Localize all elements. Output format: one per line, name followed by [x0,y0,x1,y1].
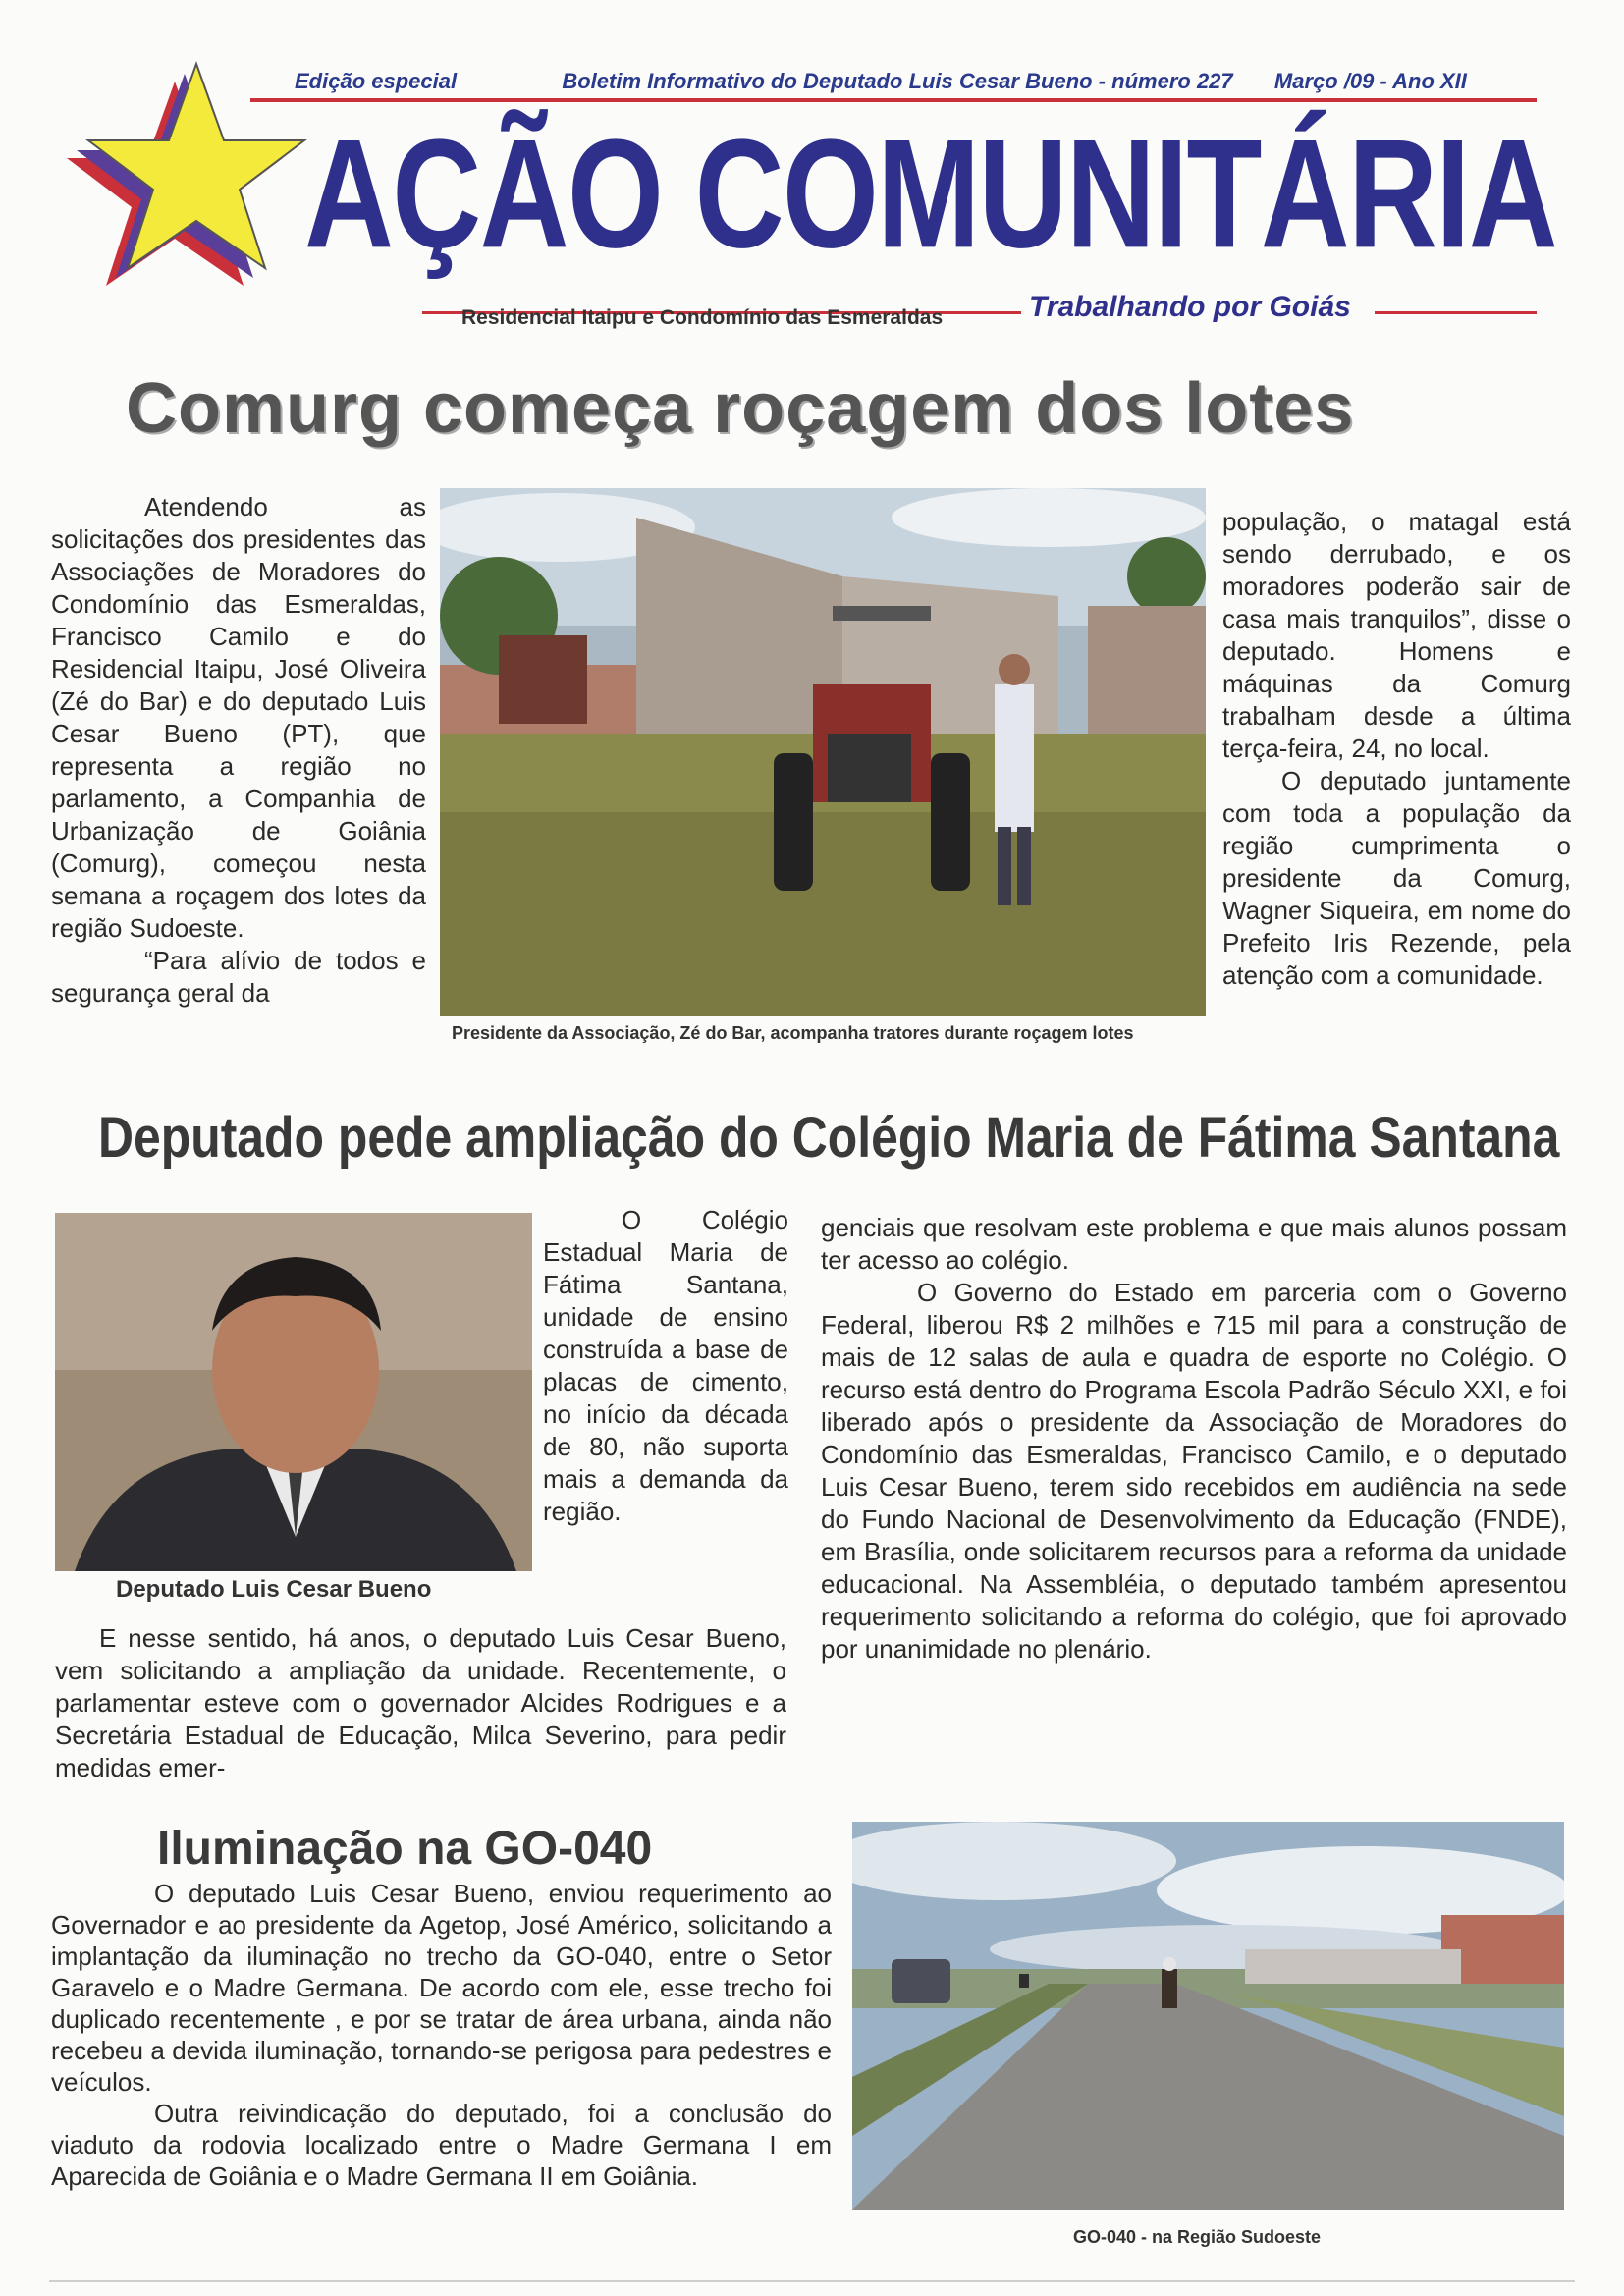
article2-headline: Deputado pede ampliação do Colégio Maria de Fátima Santana [98,1106,1560,1170]
article2-photo-caption: Deputado Luis Cesar Bueno [116,1576,432,1603]
edition-label: Edição especial [295,69,458,93]
article1-headline: Comurg começa roçagem dos lotes [126,369,1355,448]
highway-photo [852,1822,1564,2210]
page-bottom-rule [49,2280,1575,2282]
article3-headline: Iluminação na GO-040 [157,1823,653,1875]
article3-text2: Outra reivindicação do deputado, foi a conclusão do viaduto da rodovia localizado entre o Madre Germana I em Aparecida de Goiânia e o Madre Germana II em Goiânia. [51,2099,832,2191]
deputy-portrait-photo [55,1213,532,1571]
article1-tractor-photo [440,488,1206,1016]
article1-photo-caption: Presidente da Associação, Zé do Bar, acompanha tratores durante roçagem lotes [452,1023,1134,1043]
article2-col2-text: genciais que resolvam este problema e que mais alunos possam ter acesso ao colégio. [821,1213,1567,1275]
article2-col2-text2: O Governo do Estado em parceria com o Governo Federal, liberou R$ 2 milhões e 715 mil para a construção de mais de 12 salas de aula e quadra de esporte no Colégio. O recurso está dentro do Programa Escola Padrão Século XXI, e foi liberado após o presidente da Associação de Moradores do Condomínio das Esmeraldas, Francisco Camilo, e o deputado Luis Cesar Bueno, terem sido recebidos em audiência na sede do Fundo Nacional de Desenvolvimento da Educação (FNDE), em Brasília, onde solicitarem recursos para a reforma da unidade educacional. Na Assembléia, o deputado também apresentou requerimento solicitando a reforma do colégio, que foi aprovado por unanimidade no plenário. [821,1278,1567,1664]
article3-column [51,1878,832,2192]
masthead-title: AÇÃO COMUNITÁRIA [304,106,1557,280]
article2-column1-top [543,1204,788,1528]
article1-left-text: Atendendo as solicitações dos presidentes das Associações de Moradores do Condomínio das Esmeraldas, Francisco Camilo e do Residencial Itaipu, José Oliveira (Zé do Bar) e do deputado Luis Cesar Bueno (PT), que representa a região no parlamento, a Companhia de Urbanização de Goiânia (Comurg), começou nesta semana a roçagem dos lotes da região Sudoeste. [51,492,426,943]
article1-left-text2: “Para alívio de todos e segurança geral da [51,946,426,1008]
article1-right-column [1222,506,1571,992]
article1-left-column [51,491,426,1010]
masthead-bottom-rule-right [1375,311,1537,314]
bulletin-label: Boletim Informativo do Deputado Luis Cesar Bueno - número 227 [562,69,1233,93]
masthead-slogan: Trabalhando por Goiás [1029,291,1351,323]
issue-date: Março /09 - Ano XII [1273,69,1467,93]
masthead-top-rule [250,98,1537,102]
article3-photo-caption: GO-040 - na Região Sudoeste [1073,2227,1322,2247]
article2-column1-bottom [55,1622,786,1784]
article1-right-text: população, o matagal está sendo derrubado, e os moradores poderão sair de casa mais tranquilos”, disse o deputado. Homens e máquinas da Comurg trabalham desde a última terça-feira, 24, no local. [1222,507,1571,763]
article2-col1-text: O Colégio Estadual Maria de Fátima Santana, unidade de ensino construída a base de placas de cimento, no início da década de 80, não suporta mais a demanda da região. [543,1205,788,1526]
article3-text: O deputado Luis Cesar Bueno, enviou requerimento ao Governador e ao presidente da Agetop, José Américo, solicitando a implantação da iluminação no trecho da GO-040, entre o Setor Garavelo e o Madre Germana. De acordo com ele, esse trecho foi duplicado recentemente , e por se tratar de área urbana, ainda não recebeu a devida iluminação, tornando-se perigosa para pedestres e veículos. [51,1879,832,2097]
article2-col1-text2: E nesse sentido, há anos, o deputado Luis Cesar Bueno, vem solicitando a ampliação da unidade. Recentemente, o parlamentar esteve com o governador Alcides Rodrigues e a Secretária Estadual de Educação, Milca Severino, para pedir medidas emer- [55,1623,786,1782]
masthead-top-line [295,69,1467,94]
masthead-region: Residencial Itaipu e Condomínio das Esmeraldas [461,306,944,329]
article2-column2 [821,1212,1567,1666]
article1-right-text2: O deputado juntamente com toda a população da região cumprimenta o presidente da Comurg, Wagner Siqueira, em nome do Prefeito Iris Rezende, pela atenção com a comunidade. [1222,766,1571,990]
